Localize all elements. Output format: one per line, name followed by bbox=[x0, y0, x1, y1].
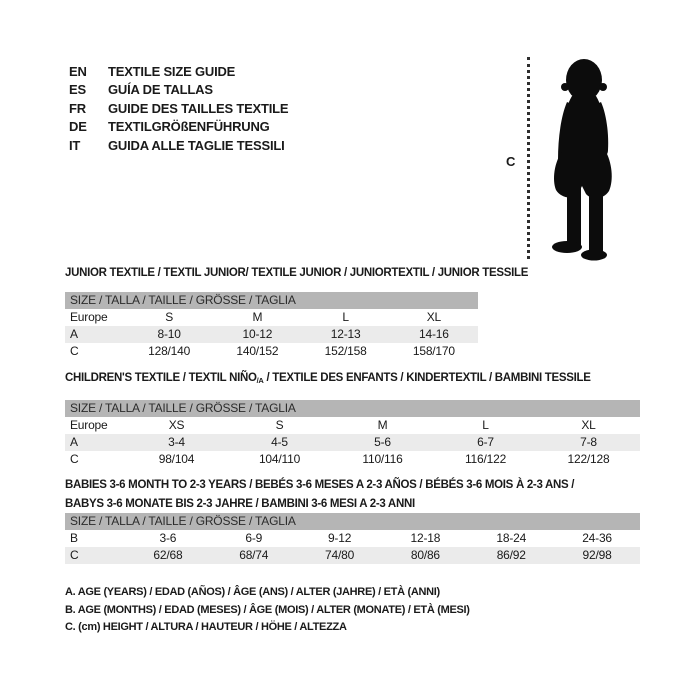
table-cell: 5-6 bbox=[374, 435, 391, 449]
language-list bbox=[69, 62, 288, 155]
height-figure bbox=[500, 54, 640, 266]
table-row bbox=[65, 309, 478, 326]
children-textile-table bbox=[65, 371, 640, 468]
table-cell: 62/68 bbox=[153, 548, 183, 562]
table-cell: M bbox=[252, 310, 263, 324]
table-cell: 68/74 bbox=[239, 548, 269, 562]
table-cell: 74/80 bbox=[325, 548, 355, 562]
table-row bbox=[65, 547, 640, 564]
language-row bbox=[69, 118, 288, 137]
table-cell: 9-12 bbox=[327, 531, 352, 545]
table-cell: S bbox=[165, 310, 174, 324]
table-cell: 4-5 bbox=[271, 435, 288, 449]
table-title-text: BABYS 3-6 MONATE BIS 2-3 JAHRE / BAMBINI 3-6 MESI A 2-3 ANNI bbox=[65, 498, 415, 510]
table-cell: 158/170 bbox=[412, 344, 455, 358]
table-row bbox=[65, 530, 640, 547]
language-row bbox=[69, 136, 288, 155]
row-label: B bbox=[70, 531, 78, 545]
table-body bbox=[65, 530, 640, 564]
table-cell: 7-8 bbox=[580, 435, 597, 449]
table-cell: 86/92 bbox=[496, 548, 526, 562]
baby-silhouette-icon bbox=[534, 57, 634, 263]
table-title-text: JUNIOR TEXTILE / TEXTIL JUNIOR/ TEXTILE JUNIOR / JUNIORTEXTIL / JUNIOR TESSILE bbox=[65, 267, 529, 279]
language-label: GUÍA DE TALLAS bbox=[108, 82, 213, 98]
table-cell: L bbox=[342, 310, 349, 324]
legend-line-b: B. AGE (MONTHS) / EDAD (MESES) / ÂGE (MOIS) / ALTER (MONATE) / ETÀ (MESI) bbox=[65, 603, 470, 616]
table-cell: 10-12 bbox=[242, 327, 273, 341]
language-label: GUIDE DES TAILLES TEXTILE bbox=[108, 100, 289, 116]
table-row bbox=[65, 434, 640, 451]
table-title bbox=[65, 266, 529, 280]
table-cell: 12-18 bbox=[410, 531, 441, 545]
language-label: TEXTILE SIZE GUIDE bbox=[108, 63, 236, 79]
table-body bbox=[65, 309, 478, 360]
table-cell: 3-6 bbox=[159, 531, 177, 545]
table-cell: 3-4 bbox=[168, 435, 185, 449]
size-header-text: SIZE / TALLA / TAILLE / GRÖSSE / TAGLIA bbox=[70, 401, 296, 415]
table-cell: 14-16 bbox=[419, 327, 449, 341]
row-label: C bbox=[70, 548, 79, 562]
language-row bbox=[69, 62, 288, 81]
table-title-text: BABIES 3-6 MONTH TO 2-3 YEARS / BEBÉS 3-6 MESES A 2-3 AÑOS / BÉBÉS 3-6 MOIS À 2-3 ANS / bbox=[65, 479, 575, 491]
row-label: Europe bbox=[70, 310, 108, 324]
language-code: ES bbox=[69, 82, 86, 98]
table-cell: 80/86 bbox=[410, 548, 440, 562]
table-cell: 104/110 bbox=[258, 452, 301, 466]
table-cell: XL bbox=[581, 418, 596, 432]
table-cell: 128/140 bbox=[148, 344, 191, 358]
language-row bbox=[69, 99, 288, 118]
table-cell: S bbox=[275, 418, 284, 432]
height-label-c: C bbox=[506, 154, 516, 169]
height-dotted-line bbox=[527, 57, 530, 259]
table-cell: 24-36 bbox=[582, 531, 612, 545]
row-label: A bbox=[70, 327, 78, 341]
table-title-text: CHILDREN'S TEXTILE / TEXTIL NIÑO bbox=[65, 372, 257, 384]
language-code: EN bbox=[69, 63, 87, 79]
table-cell: 140/152 bbox=[236, 344, 279, 358]
size-header-bar bbox=[65, 513, 640, 530]
size-header-text: SIZE / TALLA / TAILLE / GRÖSSE / TAGLIA bbox=[70, 514, 296, 528]
language-code: IT bbox=[69, 137, 81, 153]
table-cell: 6-7 bbox=[477, 435, 494, 449]
table-cell: 98/104 bbox=[158, 452, 195, 466]
size-header-bar bbox=[65, 292, 478, 309]
language-row bbox=[69, 81, 288, 100]
table-row bbox=[65, 343, 478, 360]
language-label: GUIDA ALLE TAGLIE TESSILI bbox=[108, 137, 285, 153]
legend bbox=[65, 584, 470, 637]
table-cell: 152/158 bbox=[324, 344, 367, 358]
table-title-subscript: /A bbox=[256, 376, 264, 385]
size-header-bar bbox=[65, 400, 640, 417]
row-label: C bbox=[70, 452, 79, 466]
table-row bbox=[65, 326, 478, 343]
legend-line-c: C. (cm) HEIGHT / ALTURA / HAUTEUR / HÖHE / ALTEZZA bbox=[65, 621, 347, 633]
babies-textile-table bbox=[65, 477, 640, 564]
table-title bbox=[65, 371, 640, 388]
row-label: Europe bbox=[70, 418, 108, 432]
table-cell: XL bbox=[426, 310, 442, 324]
language-code: DE bbox=[69, 119, 87, 135]
table-cell: 18-24 bbox=[496, 531, 527, 545]
table-cell: 110/116 bbox=[362, 452, 403, 466]
table-title-text: / TEXTILE DES ENFANTS / KINDERTEXTIL / BAMBINI TESSILE bbox=[263, 372, 591, 384]
table-cell: 122/128 bbox=[567, 452, 610, 466]
table-cell: M bbox=[377, 418, 388, 432]
size-header-text: SIZE / TALLA / TAILLE / GRÖSSE / TAGLIA bbox=[70, 293, 296, 307]
language-label: TEXTILGRÖßENFÜHRUNG bbox=[108, 119, 270, 135]
row-label: A bbox=[70, 435, 78, 449]
table-cell: 116/122 bbox=[464, 452, 507, 466]
table-cell: 6-9 bbox=[245, 531, 263, 545]
table-cell: 8-10 bbox=[157, 327, 181, 341]
table-cell: 12-13 bbox=[330, 327, 361, 341]
language-code: FR bbox=[69, 100, 86, 116]
row-label: C bbox=[70, 344, 79, 358]
table-cell: XS bbox=[168, 418, 185, 432]
table-cell: 92/98 bbox=[582, 548, 612, 562]
table-title bbox=[65, 477, 640, 494]
table-body bbox=[65, 417, 640, 468]
table-cell: L bbox=[482, 418, 489, 432]
table-title-line2 bbox=[65, 496, 640, 513]
table-row bbox=[65, 451, 640, 468]
legend-line-a: A. AGE (YEARS) / EDAD (AÑOS) / ÂGE (ANS) / ALTER (JAHRE) / ETÀ (ANNI) bbox=[65, 586, 440, 598]
table-row bbox=[65, 417, 640, 434]
junior-textile-table bbox=[65, 266, 529, 360]
